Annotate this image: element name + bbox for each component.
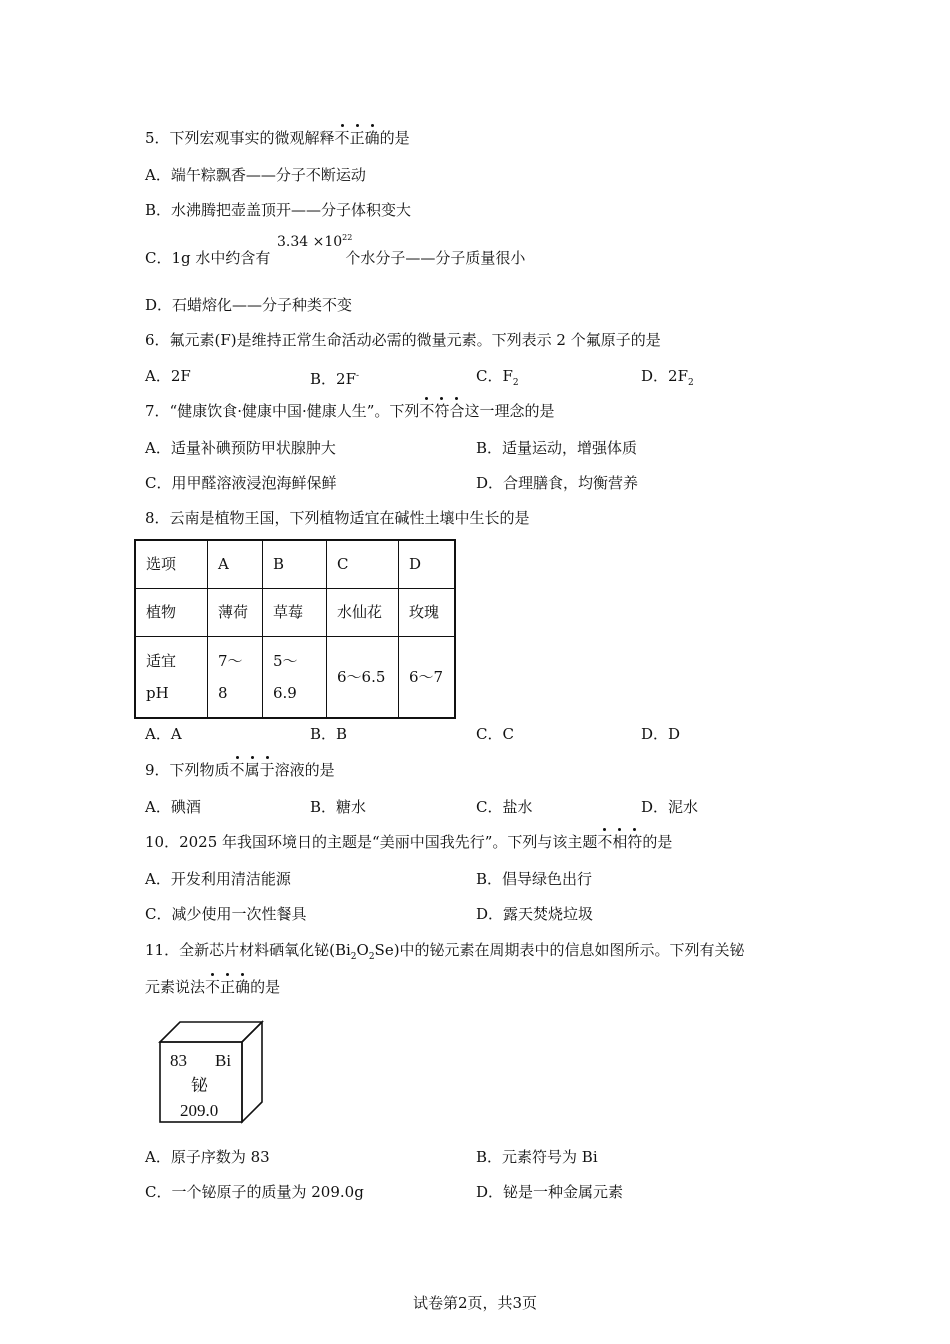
element-symbol: Bi	[215, 1051, 232, 1070]
table-cell: 草莓	[263, 588, 327, 636]
emphasis-char: 属	[244, 761, 260, 779]
q5-option-c: C．1g 水中约含有 个水分子——分子质量很小	[145, 249, 526, 267]
q11-stem-line-1: 11．全新芯片材料硒氧化铋$(Bi_2O_2Se)$中的铋元素在周期表中的信息如图所示。下列有关铋	[145, 941, 745, 962]
element-atomic-number: 83	[170, 1051, 187, 1070]
emphasis-char: 于	[259, 761, 275, 779]
q6-option-a: A．2F	[145, 367, 191, 385]
element-atomic-mass: 209.0	[180, 1101, 219, 1120]
table-header-cell: C	[327, 540, 399, 588]
emphasis-char: 符	[434, 402, 450, 420]
q11-stem-line-2: 元素说法不正确的是	[145, 978, 281, 996]
q10-option-d: D．露天焚烧垃圾	[476, 905, 594, 923]
emphasis-char: 确	[364, 129, 380, 147]
table-header-cell: D	[399, 540, 456, 588]
q10-option-a: A．开发利用清洁能源	[145, 870, 291, 888]
cube-side-face	[242, 1022, 262, 1122]
q7-option-a: A．适量补碘预防甲状腺肿大	[145, 439, 336, 457]
table-cell: 6～6.5	[327, 636, 399, 718]
q10-option-b: B．倡导绿色出行	[476, 870, 593, 888]
q6-stem: 6．氟元素(F)是维持正常生命活动必需的微量元素。下列表示 2 个氟原子的是	[145, 331, 661, 349]
q5-option-b: B．水沸腾把壶盖顶开——分子体积变大	[145, 201, 412, 219]
emphasis-char: 不	[334, 129, 350, 147]
q9-stem: 9．下列物质不属于溶液的是	[145, 761, 335, 779]
page-footer: 试卷第2页，共3页	[412, 1294, 538, 1312]
q9-option-c: C．盐水	[476, 798, 533, 816]
table-header-cell: 选项	[135, 540, 208, 588]
q11-option-d: D．铋是一种金属元素	[476, 1183, 624, 1201]
q7-option-c: C．用甲醛溶液浸泡海鲜保鲜	[145, 474, 337, 492]
element-cell-figure	[158, 1020, 264, 1124]
q9-option-d: D．泥水	[641, 798, 699, 816]
emphasis-char: 正	[220, 978, 236, 996]
emphasis-char: 合	[449, 402, 465, 420]
q8-ph-table	[134, 539, 456, 719]
q11-option-b: B．元素符号为 Bi	[476, 1148, 598, 1166]
emphasis-char: 符	[627, 833, 643, 851]
table-cell: 水仙花	[327, 588, 399, 636]
emphasis-char: 正	[349, 129, 365, 147]
q11-option-c: C．一个铋原子的质量为 209.0g	[145, 1183, 364, 1201]
emphasis-char: 不	[205, 978, 221, 996]
table-header-cell: B	[263, 540, 327, 588]
q8-stem: 8．云南是植物王国，下列植物适宜在碱性土壤中生长的是	[145, 509, 530, 527]
q7-option-d: D．合理膳食，均衡营养	[476, 474, 639, 492]
emphasis-char: 不	[229, 761, 245, 779]
q6-option-c: C．$F_2$	[476, 367, 519, 388]
q8-option-b: B．B	[310, 725, 348, 743]
table-cell: 薄荷	[208, 588, 263, 636]
q8-option-d: D．D	[641, 725, 681, 743]
q7-option-b: B．适量运动，增强体质	[476, 439, 638, 457]
q8-option-c: C．C	[476, 725, 514, 743]
q10-option-c: C．减少使用一次性餐具	[145, 905, 307, 923]
q7-stem: 7．“健康饮食·健康中国·健康人生”。下列不符合这一理念的是	[145, 402, 555, 420]
q9-option-a: A．碘酒	[145, 798, 201, 816]
emphasis-char: 确	[235, 978, 251, 996]
table-cell: 5～ 6.9	[263, 636, 327, 718]
q9-option-b: B．糖水	[310, 798, 367, 816]
q5-scientific-number: $3.34 \times 10^{22}$	[277, 233, 353, 250]
emphasis-char: 相	[612, 833, 628, 851]
table-cell: 7～8	[208, 636, 263, 718]
q5-option-a: A．端午粽飘香——分子不断运动	[145, 166, 366, 184]
q6-option-d: D．$2F_2$	[641, 367, 694, 388]
table-row-label: 植物	[135, 588, 208, 636]
cube-top-face	[160, 1022, 262, 1042]
table-cell: 玫瑰	[399, 588, 456, 636]
q8-option-a: A．A	[145, 725, 182, 743]
q5-option-d: D．石蜡熔化——分子种类不变	[145, 296, 353, 314]
table-row-label: 适宜 pH	[135, 636, 208, 718]
emphasis-char: 不	[597, 833, 613, 851]
element-name: 铋	[191, 1076, 208, 1096]
q10-stem: 10．2025 年我国环境日的主题是“美丽中国我先行”。下列与该主题不相符的是	[145, 833, 673, 851]
q6-option-b: B．2F-	[310, 370, 360, 388]
q11-option-a: A．原子序数为 83	[145, 1148, 270, 1166]
q5-stem: 5．下列宏观事实的微观解释不正确的是	[145, 129, 410, 147]
table-cell: 6～7	[399, 636, 456, 718]
table-header-cell: A	[208, 540, 263, 588]
emphasis-char: 不	[419, 402, 435, 420]
